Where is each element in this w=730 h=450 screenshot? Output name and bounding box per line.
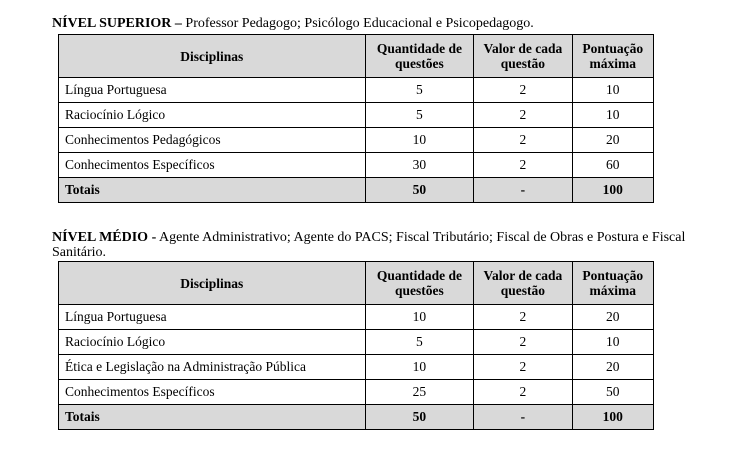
cell-pontuacao: 10	[572, 78, 653, 103]
table-row	[59, 355, 654, 380]
table-header-row	[59, 262, 654, 305]
cell-quantidade: 5	[365, 330, 474, 355]
totals-row	[59, 405, 654, 430]
cell-valor: 2	[474, 380, 572, 405]
cell-valor: 2	[474, 330, 572, 355]
cell-total-quantidade: 50	[365, 178, 474, 203]
cell-pontuacao: 50	[572, 380, 653, 405]
cell-disciplina: Conhecimentos Específicos	[59, 380, 366, 405]
cell-valor: 2	[474, 153, 572, 178]
cell-disciplina: Língua Portuguesa	[59, 305, 366, 330]
table-row	[59, 153, 654, 178]
cell-total-quantidade: 50	[365, 405, 474, 430]
cell-pontuacao: 10	[572, 103, 653, 128]
column-header-valor: Valor de cada questão	[474, 35, 572, 78]
table-row	[59, 128, 654, 153]
cell-totais-label: Totais	[59, 178, 366, 203]
cell-disciplina: Raciocínio Lógico	[59, 103, 366, 128]
cell-disciplina: Língua Portuguesa	[59, 78, 366, 103]
cell-valor: 2	[474, 103, 572, 128]
cell-total-pontuacao: 100	[572, 405, 653, 430]
table-row	[59, 380, 654, 405]
column-header-valor: Valor de cada questão	[474, 262, 572, 305]
table-row	[59, 78, 654, 103]
cell-quantidade: 10	[365, 128, 474, 153]
cell-disciplina: Ética e Legislação na Administração Pública	[59, 355, 366, 380]
column-header-quantidade: Quantidade de questões	[365, 262, 474, 305]
totals-row	[59, 178, 654, 203]
cell-total-valor: -	[474, 405, 572, 430]
cell-pontuacao: 60	[572, 153, 653, 178]
cell-valor: 2	[474, 128, 572, 153]
cell-quantidade: 10	[365, 305, 474, 330]
column-header-disciplinas: Disciplinas	[59, 262, 366, 305]
cell-valor: 2	[474, 355, 572, 380]
cell-disciplina: Raciocínio Lógico	[59, 330, 366, 355]
table-row	[59, 103, 654, 128]
cell-pontuacao: 20	[572, 355, 653, 380]
cell-quantidade: 30	[365, 153, 474, 178]
cell-quantidade: 5	[365, 103, 474, 128]
cell-valor: 2	[474, 78, 572, 103]
cell-total-pontuacao: 100	[572, 178, 653, 203]
cell-valor: 2	[474, 305, 572, 330]
section-heading-superior: NÍVEL SUPERIOR – Professor Pedagogo; Psicólogo Educacional e Psicopedagogo.	[52, 16, 534, 31]
cell-pontuacao: 20	[572, 305, 653, 330]
table-row	[59, 330, 654, 355]
section-heading-medio: NÍVEL MÉDIO - Agente Administrativo; Agente do PACS; Fiscal Tributário; Fiscal de Obras e Postura e Fiscal Sanitário.	[52, 230, 686, 260]
column-header-disciplinas: Disciplinas	[59, 35, 366, 78]
cell-quantidade: 10	[365, 355, 474, 380]
cell-pontuacao: 20	[572, 128, 653, 153]
column-header-pontuacao: Pontuação máxima	[572, 262, 653, 305]
table-header-row	[59, 35, 654, 78]
table-row	[59, 305, 654, 330]
cell-totais-label: Totais	[59, 405, 366, 430]
cell-disciplina: Conhecimentos Pedagógicos	[59, 128, 366, 153]
cell-disciplina: Conhecimentos Específicos	[59, 153, 366, 178]
column-header-quantidade: Quantidade de questões	[365, 35, 474, 78]
column-header-pontuacao: Pontuação máxima	[572, 35, 653, 78]
cell-pontuacao: 10	[572, 330, 653, 355]
cell-total-valor: -	[474, 178, 572, 203]
cell-quantidade: 25	[365, 380, 474, 405]
table-nivel-medio	[58, 261, 654, 430]
table-nivel-superior	[58, 34, 654, 203]
cell-quantidade: 5	[365, 78, 474, 103]
